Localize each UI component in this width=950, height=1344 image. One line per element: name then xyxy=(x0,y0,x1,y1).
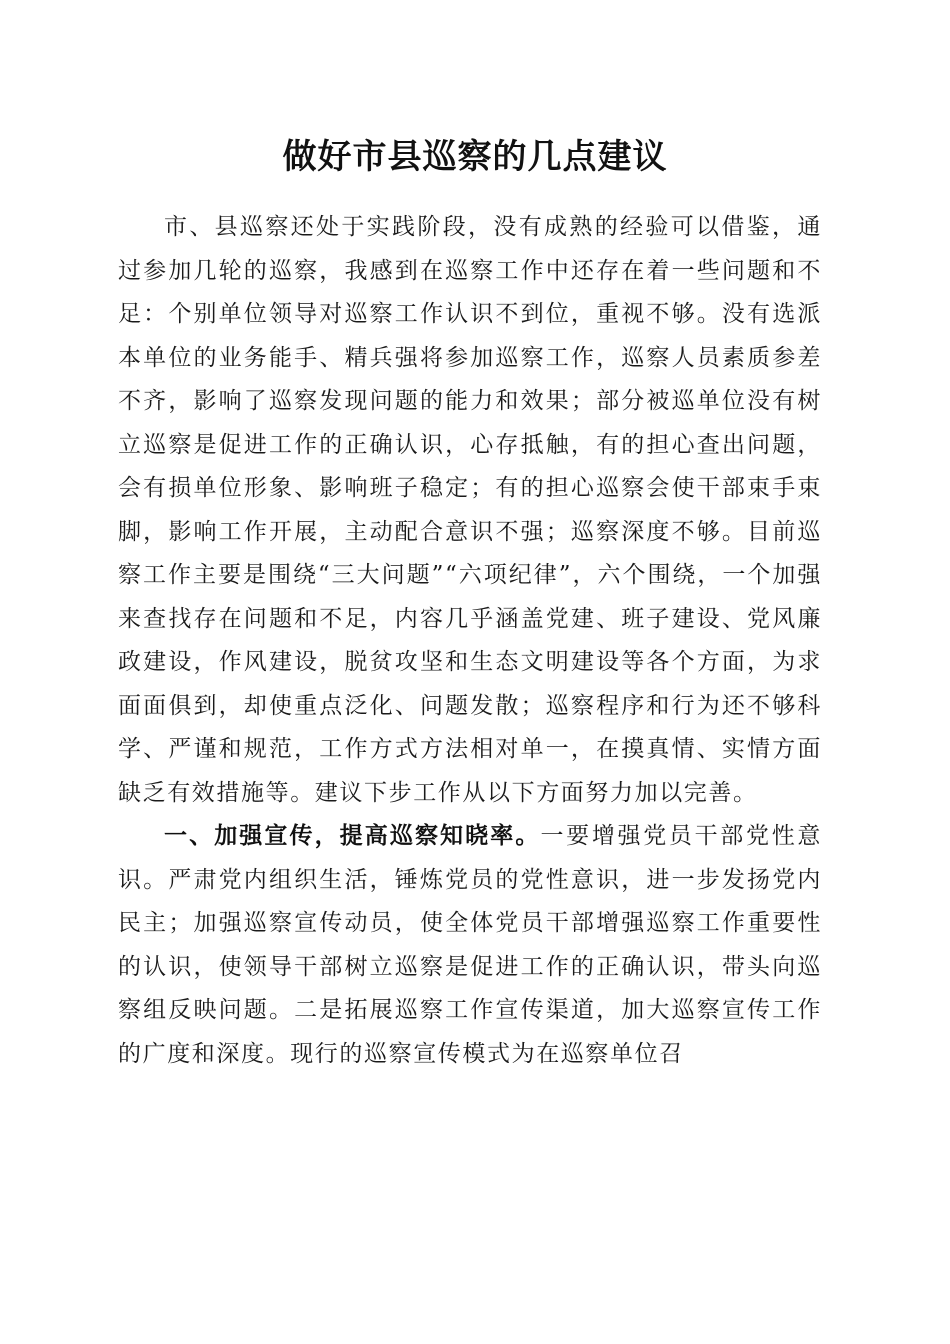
section-1-text: 一要增强党员干部党性意识。严肃党内组织生活，锤炼党员的党性意识，进一步发扬党内民主；加强巡察宣传动员，使全体党员干部增强巡察工作重要性的认识，使领导干部树立巡察是促进工作的正确认识，带头向巡察组反映问题。二是拓展巡察工作宣传渠道，加大巡察宣传工作的广度和深度。现行的巡察宣传模式为在巡察单位召 xyxy=(118,823,822,1067)
document-body xyxy=(118,206,822,1076)
intro-paragraph: 市、县巡察还处于实践阶段，没有成熟的经验可以借鉴，通过参加几轮的巡察，我感到在巡察工作中还存在着一些问题和不足：个别单位领导对巡察工作认识不到位，重视不够。没有选派本单位的业务能手、精兵强将参加巡察工作，巡察人员素质参差不齐，影响了巡察发现问题的能力和效果；部分被巡单位没有树立巡察是促进工作的正确认识，心存抵触，有的担心查出问题，会有损单位形象、影响班子稳定；有的担心巡察会使干部束手束脚，影响工作开展，主动配合意识不强；巡察深度不够。目前巡察工作主要是围绕“三大问题”“六项纪律”，六个围绕，一个加强来查找存在问题和不足，内容几乎涵盖党建、班子建设、党风廉政建设，作风建设，脱贫攻坚和生态文明建设等各个方面，为求面面俱到，却使重点泛化、问题发散；巡察程序和行为还不够科学、严谨和规范，工作方式方法相对单一，在摸真情、实情方面缺乏有效措施等。建议下步工作从以下方面努力加以完善。 xyxy=(118,214,822,806)
section-1-paragraph xyxy=(118,815,822,1076)
section-1-heading: 一、加强宣传，提高巡察知晓率。 xyxy=(164,823,541,849)
document-title: 做好市县巡察的几点建议 xyxy=(282,137,668,177)
